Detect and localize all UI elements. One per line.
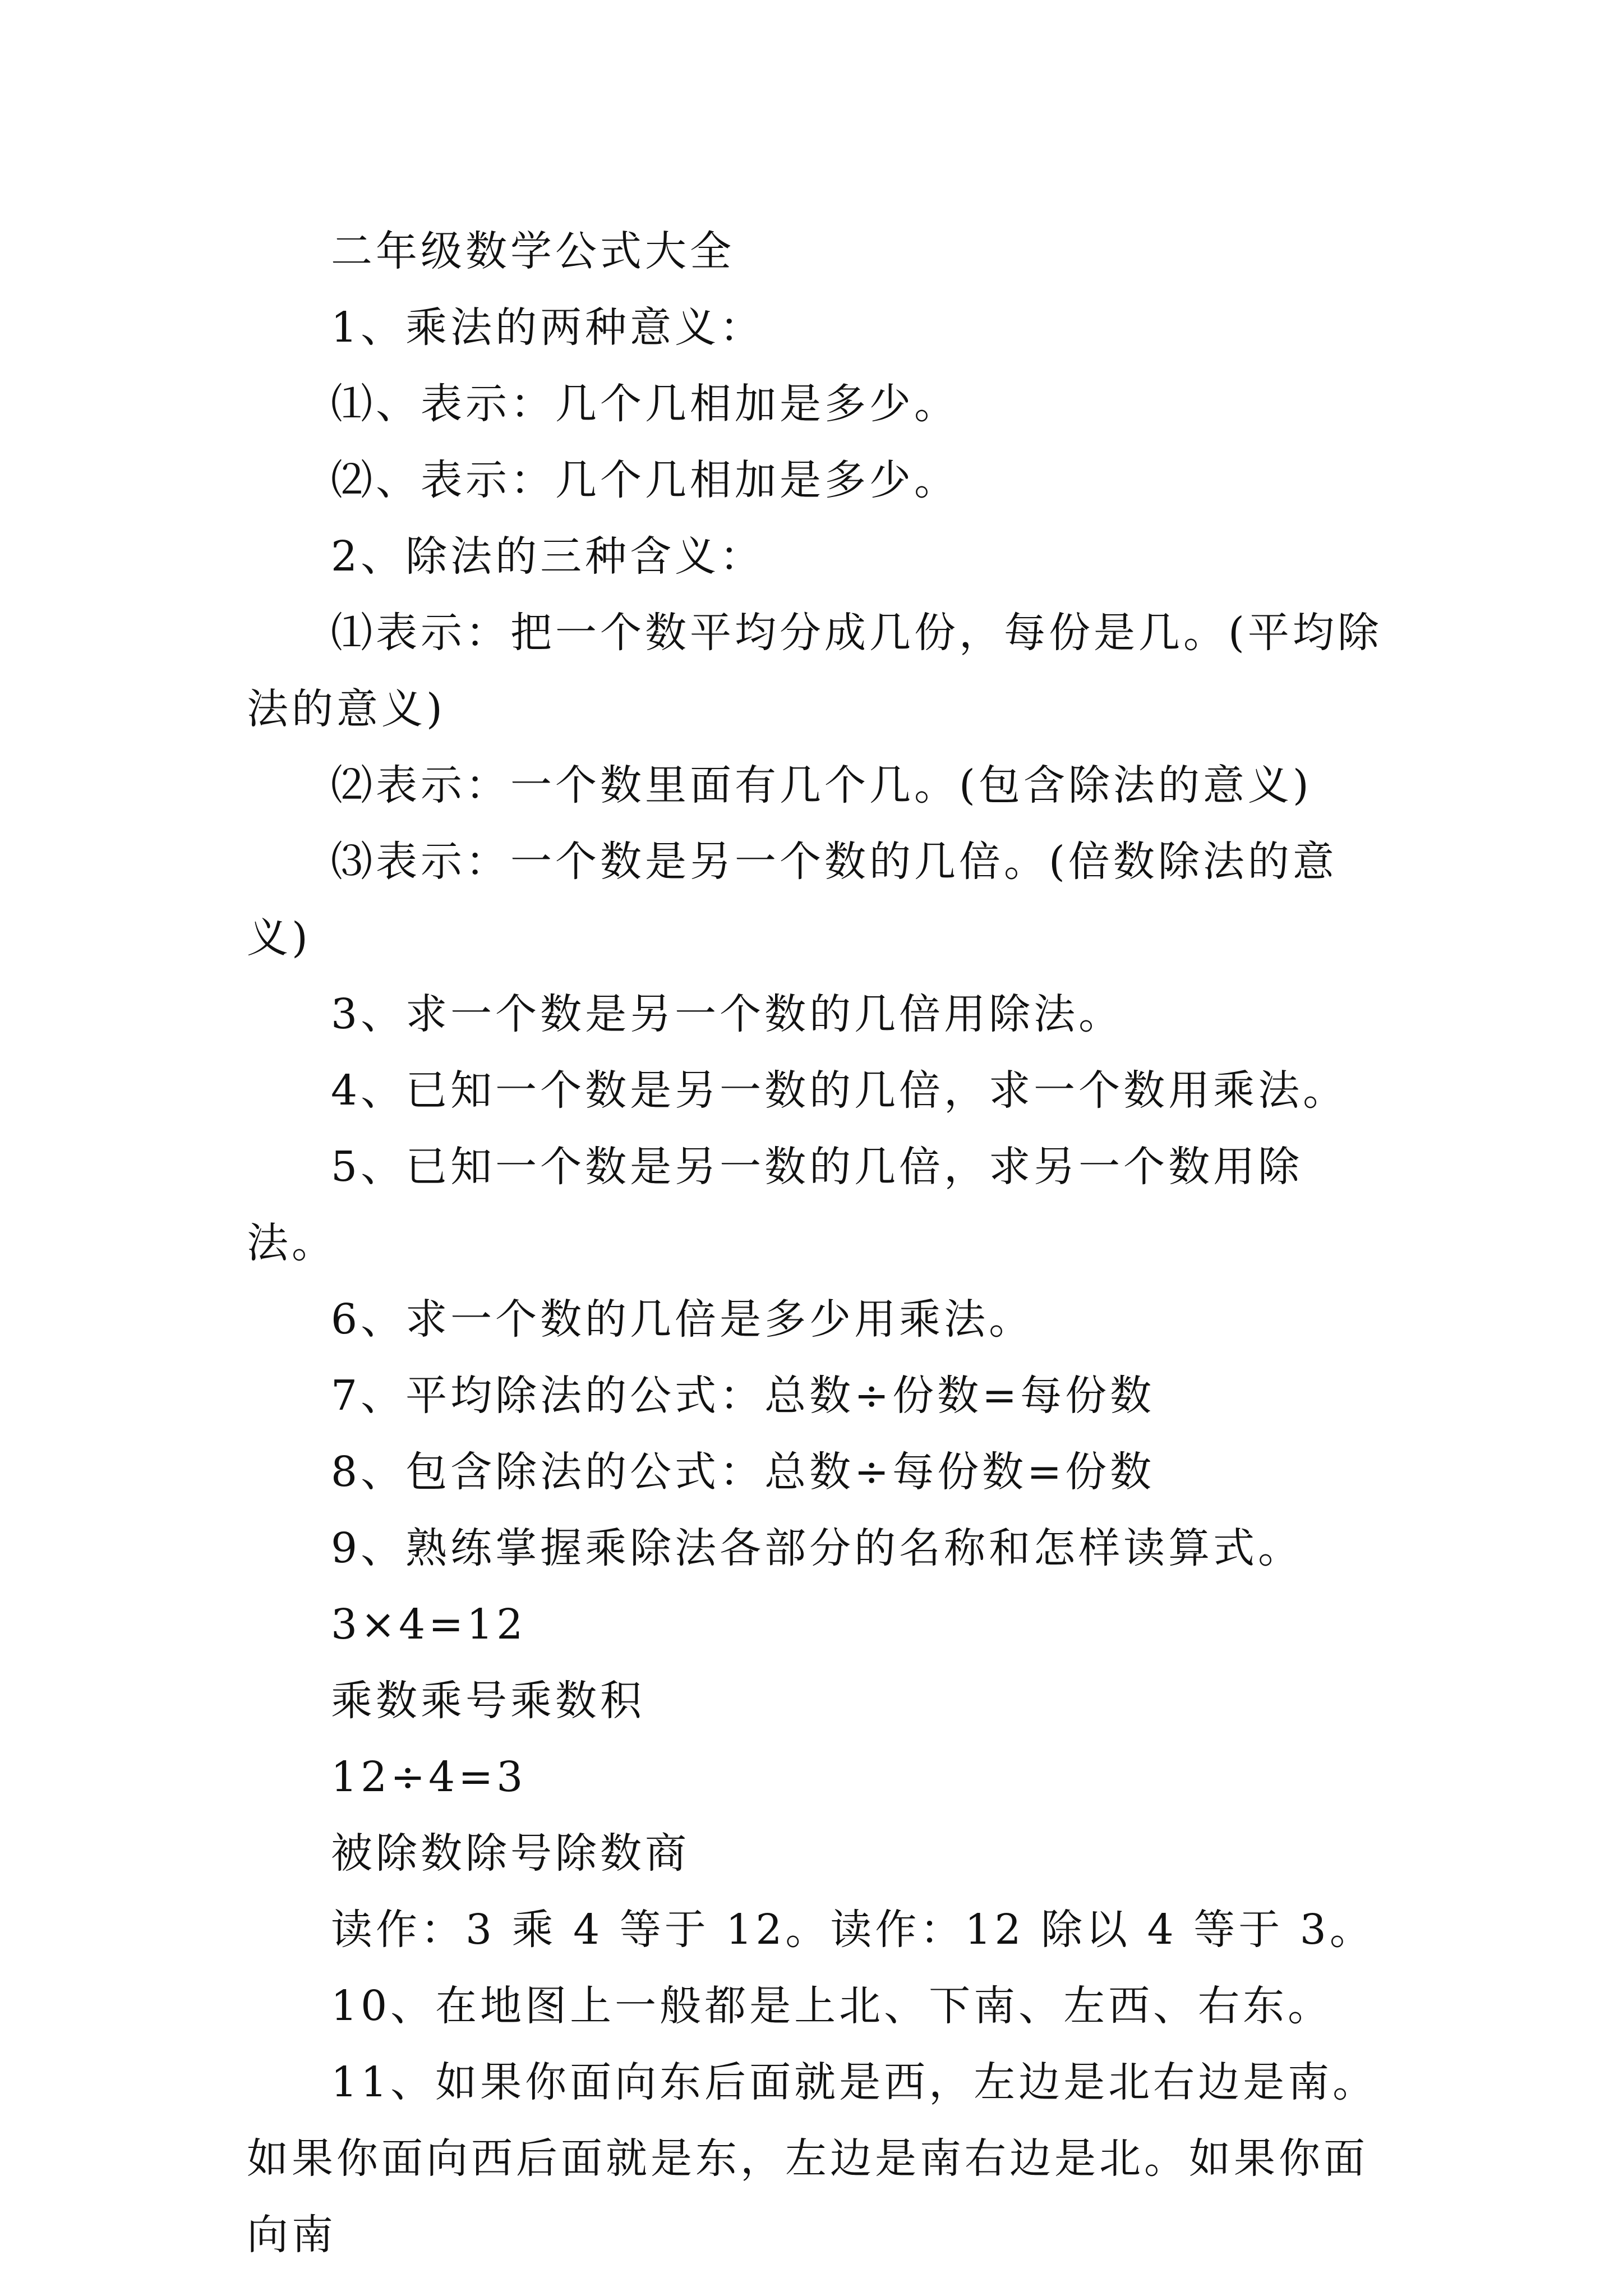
paragraph: ⑴表示：把一个数平均分成几份，每份是几。(平均除法的意义) (247, 609, 1382, 733)
paragraph: 5、已知一个数是另一数的几倍，求另一个数用除法。 (247, 1143, 1303, 1267)
paragraph: ⑵表示：一个数里面有几个几。(包含除法的意义) (331, 761, 1312, 809)
paragraph: 9、熟练掌握乘除法各部分的名称和怎样读算式。 (331, 1524, 1303, 1572)
paragraph: 3×4=12 (331, 1600, 527, 1649)
paragraph: 7、平均除法的公式：总数÷份数=每份数 (331, 1372, 1155, 1420)
paragraph: 2、除法的三种含义： (331, 532, 765, 581)
paragraph: 读作：3 乘 4 等于 12。读作：12 除以 4 等于 3。 (331, 1906, 1375, 1954)
paragraph: 乘数乘号乘数积 (331, 1677, 645, 1725)
document-body (247, 213, 1385, 2273)
paragraph: ⑵、表示：几个几相加是多少。 (331, 456, 959, 504)
paragraph: 被除数除号除数商 (331, 1829, 690, 1878)
paragraph: ⑶表示：一个数是另一个数的几倍。(倍数除法的意义) (247, 838, 1338, 962)
paragraph: 6、求一个数的几倍是多少用乘法。 (331, 1295, 1034, 1343)
paragraph: 11、如果你面向东后面就是西，左边是北右边是南。如果你面向西后面就是东，左边是南右边是北。如果你面向南 (247, 2058, 1378, 2259)
paragraph: 10、在地图上一般都是上北、下南、左西、右东。 (331, 1982, 1333, 2030)
paragraph: 4、已知一个数是另一数的几倍，求一个数用乘法。 (331, 1066, 1348, 1115)
paragraph: 3、求一个数是另一个数的几倍用除法。 (331, 990, 1124, 1038)
paragraph: ⑴、表示：几个几相加是多少。 (331, 380, 959, 428)
paragraph: 1、乘法的两种意义： (331, 303, 765, 352)
paragraph: 12÷4=3 (331, 1753, 527, 1801)
document-title: 二年级数学公式大全 (331, 227, 735, 275)
paragraph: 8、包含除法的公式：总数÷每份数=份数 (331, 1448, 1155, 1496)
